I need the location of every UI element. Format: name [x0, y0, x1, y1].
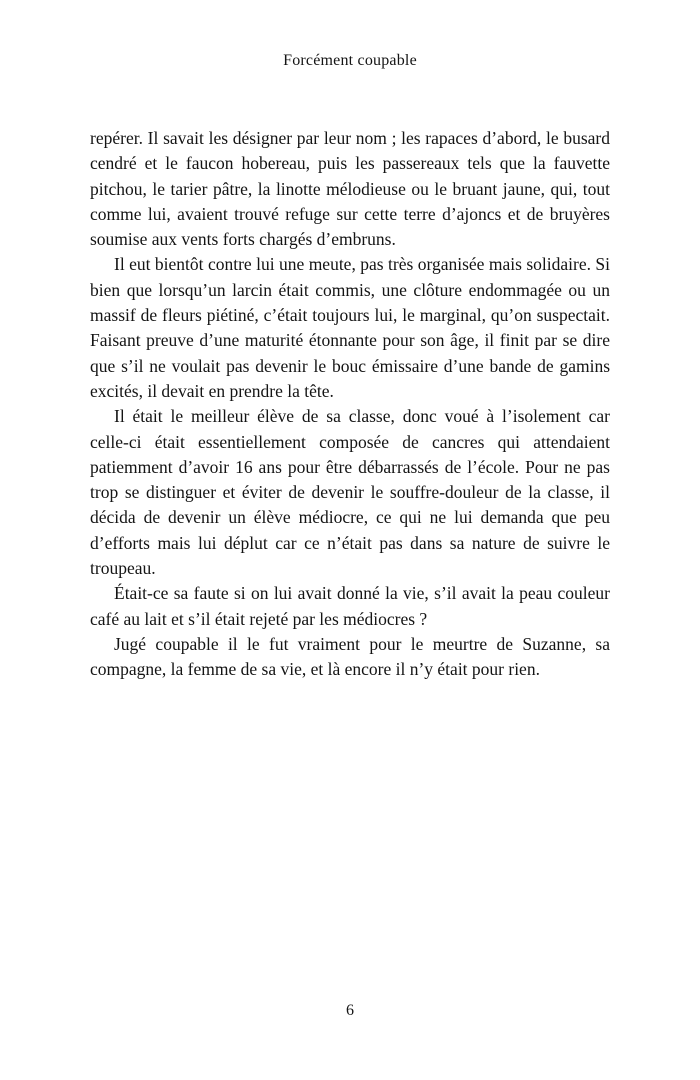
paragraph: Il eut bientôt contre lui une meute, pas très organisée mais solidaire. Si bien que lorsqu’un larcin était commis, une clôture endommagée ou un massif de fleurs piétiné, c’était toujours lui, le marginal, qu’on suspectait. Faisant preuve d’une maturité étonnante pour son âge, il finit par se dire que s’il ne voulait pas devenir le bouc émissaire d’une bande de gamins excités, il devait en prendre la tête. [90, 254, 610, 401]
paragraph: Était-ce sa faute si on lui avait donné la vie, s’il avait la peau couleur café au lait et s’il était rejeté par les médiocres ? [90, 583, 610, 629]
body-text [90, 126, 610, 683]
paragraph: Jugé coupable il le fut vraiment pour le meurtre de Suzanne, sa compagne, la femme de sa vie, et là encore il n’y était pour rien. [90, 633, 610, 680]
paragraph: repérer. Il savait les désigner par leur nom ; les rapaces d’abord, le busard cendré et le faucon hobereau, puis les passereaux tels que la fauvette pitchou, le tarier pâtre, la linotte mélodieuse ou le bruant jaune, qui, tout comme lui, avaient trouvé refuge sur cette terre d’ajoncs et de bruyères soumise aux vents forts chargés d’embruns. [90, 128, 610, 250]
running-header: Forcément coupable [283, 52, 417, 69]
page-number: 6 [346, 1002, 354, 1019]
paragraph: Il était le meilleur élève de sa classe, donc voué à l’isolement car celle-ci était essentiellement composée de cancres qui attendaient patiemment d’avoir 16 ans pour être débarrassés de l’école. Pour ne pas trop se distinguer et éviter de devenir le souffre-douleur de la classe, il décida de devenir un élève médiocre, ce qui ne lui demanda que peu d’efforts mais lui déplut car ce n’était pas dans sa nature de suivre le troupeau. [90, 406, 610, 579]
